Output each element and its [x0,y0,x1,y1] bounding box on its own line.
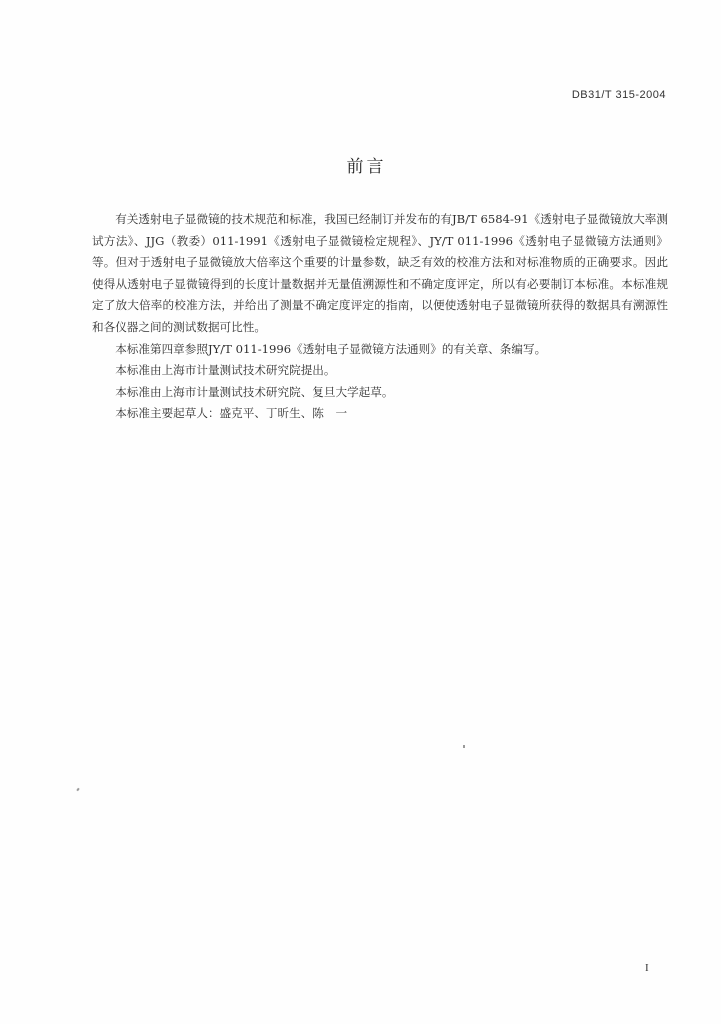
foreword-paragraph-2: 本标准第四章参照JY/T 011-1996《透射电子显微镜方法通则》的有关章、条编写。 [115,341,547,356]
scan-speck [76,788,79,792]
page-title: 前言 [346,157,387,177]
page-number: I [645,962,649,974]
foreword-paragraph-3: 本标准由上海市计量测试技术研究院提出。 [115,363,336,378]
foreword-paragraph-4: 本标准由上海市计量测试技术研究院、复旦大学起草。 [115,384,394,399]
scan-speck [463,745,465,748]
foreword-body [92,209,668,425]
foreword-paragraph-1: 有关透射电子显微镜的技术规范和标准，我国已经制订并发布的有JB/T 6584-91《透射电子显微镜放大率测试方法》、JJG（教委）011-1991《透射电子显微镜检定规程》、JY/T 011-1996《透射电子显微镜方法通则》等。但对于透射电子显微镜放大倍率这个重要的计量参数，缺乏有效的校准方法和对标准物质的正确要求。因此使得从透射电子显微镜得到的长度计量数据并无量值溯源性和不确定度评定，所以有必要制订本标准。本标准规定了放大倍率的校准方法，并给出了测量不确定度评定的指南，以便使透射电子显微镜所获得的数据具有溯源性和各仪器之间的测试数据可比性。 [92,212,668,334]
document-code: DB31/T 315-2004 [571,89,666,101]
foreword-paragraph-5: 本标准主要起草人：盛克平、丁昕生、陈 一 [115,406,348,421]
